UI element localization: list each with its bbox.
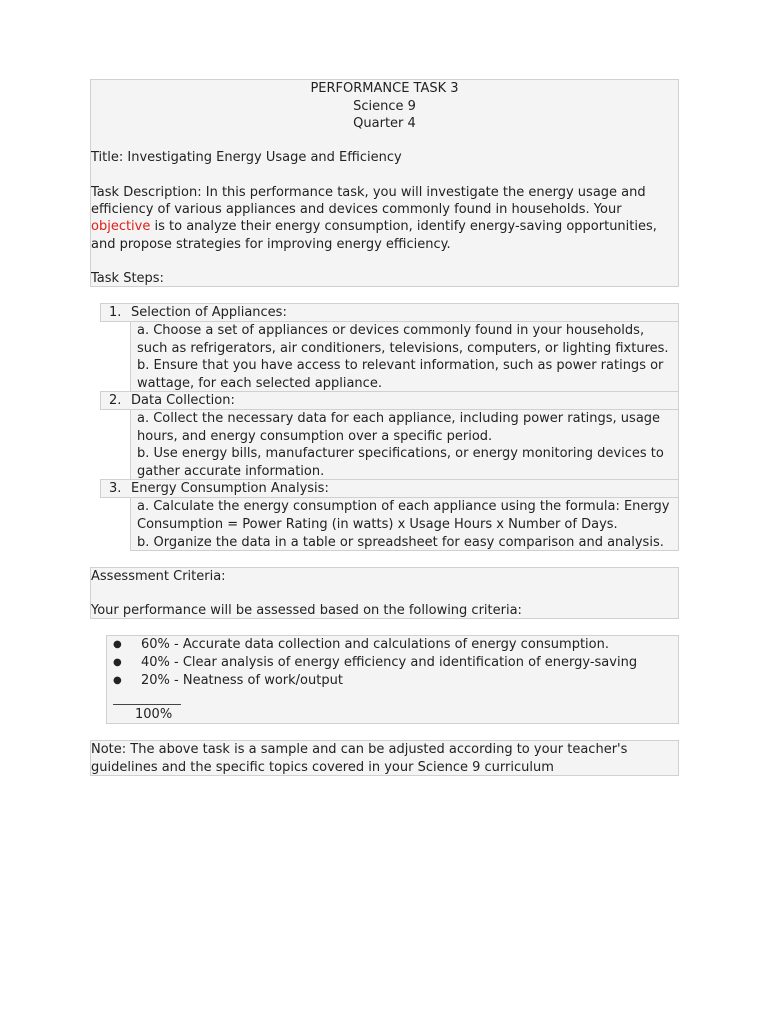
task-description-text: is to analyze their energy consumption, identify energy-saving opportunities, — [150, 219, 657, 234]
criteria-item: 40% - Clear analysis of energy efficiency and identification of energy-saving — [141, 655, 638, 670]
task-description-line: Task Description: In this performance task, you will investigate the energy usage and — [91, 185, 646, 200]
step-2-header — [100, 391, 679, 410]
step-number: 3. — [109, 481, 122, 496]
step-label: Selection of Appliances: — [131, 305, 287, 320]
intro-section — [90, 79, 679, 287]
note-line: guidelines and the specific topics covered in your Science 9 curriculum — [91, 760, 554, 775]
step-detail-line: b. Use energy bills, manufacturer specifications, or energy monitoring devices to — [137, 446, 664, 461]
criteria-list — [106, 635, 679, 724]
step-3-header — [100, 479, 679, 498]
step-3-details — [130, 497, 679, 551]
criteria-total: 100% — [135, 707, 173, 722]
assessment-label: Assessment Criteria: — [91, 569, 226, 584]
task-description-line — [91, 218, 657, 235]
step-number: 1. — [109, 305, 122, 320]
bullet-icon: ● — [113, 639, 122, 650]
step-detail-line: Consumption = Power Rating (in watts) x Usage Hours x Number of Days. — [137, 517, 618, 532]
step-detail-line: such as refrigerators, air conditioners, televisions, computers, or lighting fixtures. — [137, 341, 669, 356]
step-label: Data Collection: — [131, 393, 235, 408]
note-section — [90, 740, 679, 776]
objective-highlight: objective — [91, 219, 151, 234]
step-number: 2. — [109, 393, 122, 408]
task-description-line: efficiency of various appliances and devices commonly found in households. Your — [91, 202, 622, 217]
task-description-line: and propose strategies for improving energy efficiency. — [91, 237, 451, 252]
assessment-intro: Your performance will be assessed based on the following criteria: — [91, 603, 522, 618]
step-detail-line: a. Calculate the energy consumption of each appliance using the formula: Energy — [137, 499, 670, 514]
step-detail-line: hours, and energy consumption over a specific period. — [137, 429, 493, 444]
header-quarter: Quarter 4 — [353, 116, 416, 131]
assessment-section — [90, 567, 679, 619]
step-detail-line: b. Organize the data in a table or spreadsheet for easy comparison and analysis. — [137, 535, 664, 550]
header-subject: Science 9 — [353, 99, 416, 114]
step-label: Energy Consumption Analysis: — [131, 481, 329, 496]
bullet-icon: ● — [113, 657, 122, 668]
note-line: Note: The above task is a sample and can be adjusted according to your teacher's — [91, 742, 628, 757]
step-1-details — [130, 321, 679, 393]
step-detail-line: gather accurate information. — [137, 464, 325, 479]
bullet-icon: ● — [113, 675, 122, 686]
task-title: Title: Investigating Energy Usage and Efficiency — [91, 150, 402, 165]
task-steps-label: Task Steps: — [91, 271, 164, 286]
step-2-details — [130, 409, 679, 481]
header-task-number: PERFORMANCE TASK 3 — [310, 81, 459, 96]
step-detail-line: wattage, for each selected appliance. — [137, 376, 382, 391]
criteria-item: 60% - Accurate data collection and calculations of energy consumption. — [141, 637, 609, 652]
step-detail-line: b. Ensure that you have access to relevant information, such as power ratings or — [137, 358, 664, 373]
step-detail-line: a. Choose a set of appliances or devices commonly found in your households, — [137, 323, 645, 338]
step-detail-line: a. Collect the necessary data for each appliance, including power ratings, usage — [137, 411, 661, 426]
total-divider — [113, 704, 181, 705]
criteria-item: 20% - Neatness of work/output — [141, 673, 343, 688]
step-1-header — [100, 303, 679, 322]
